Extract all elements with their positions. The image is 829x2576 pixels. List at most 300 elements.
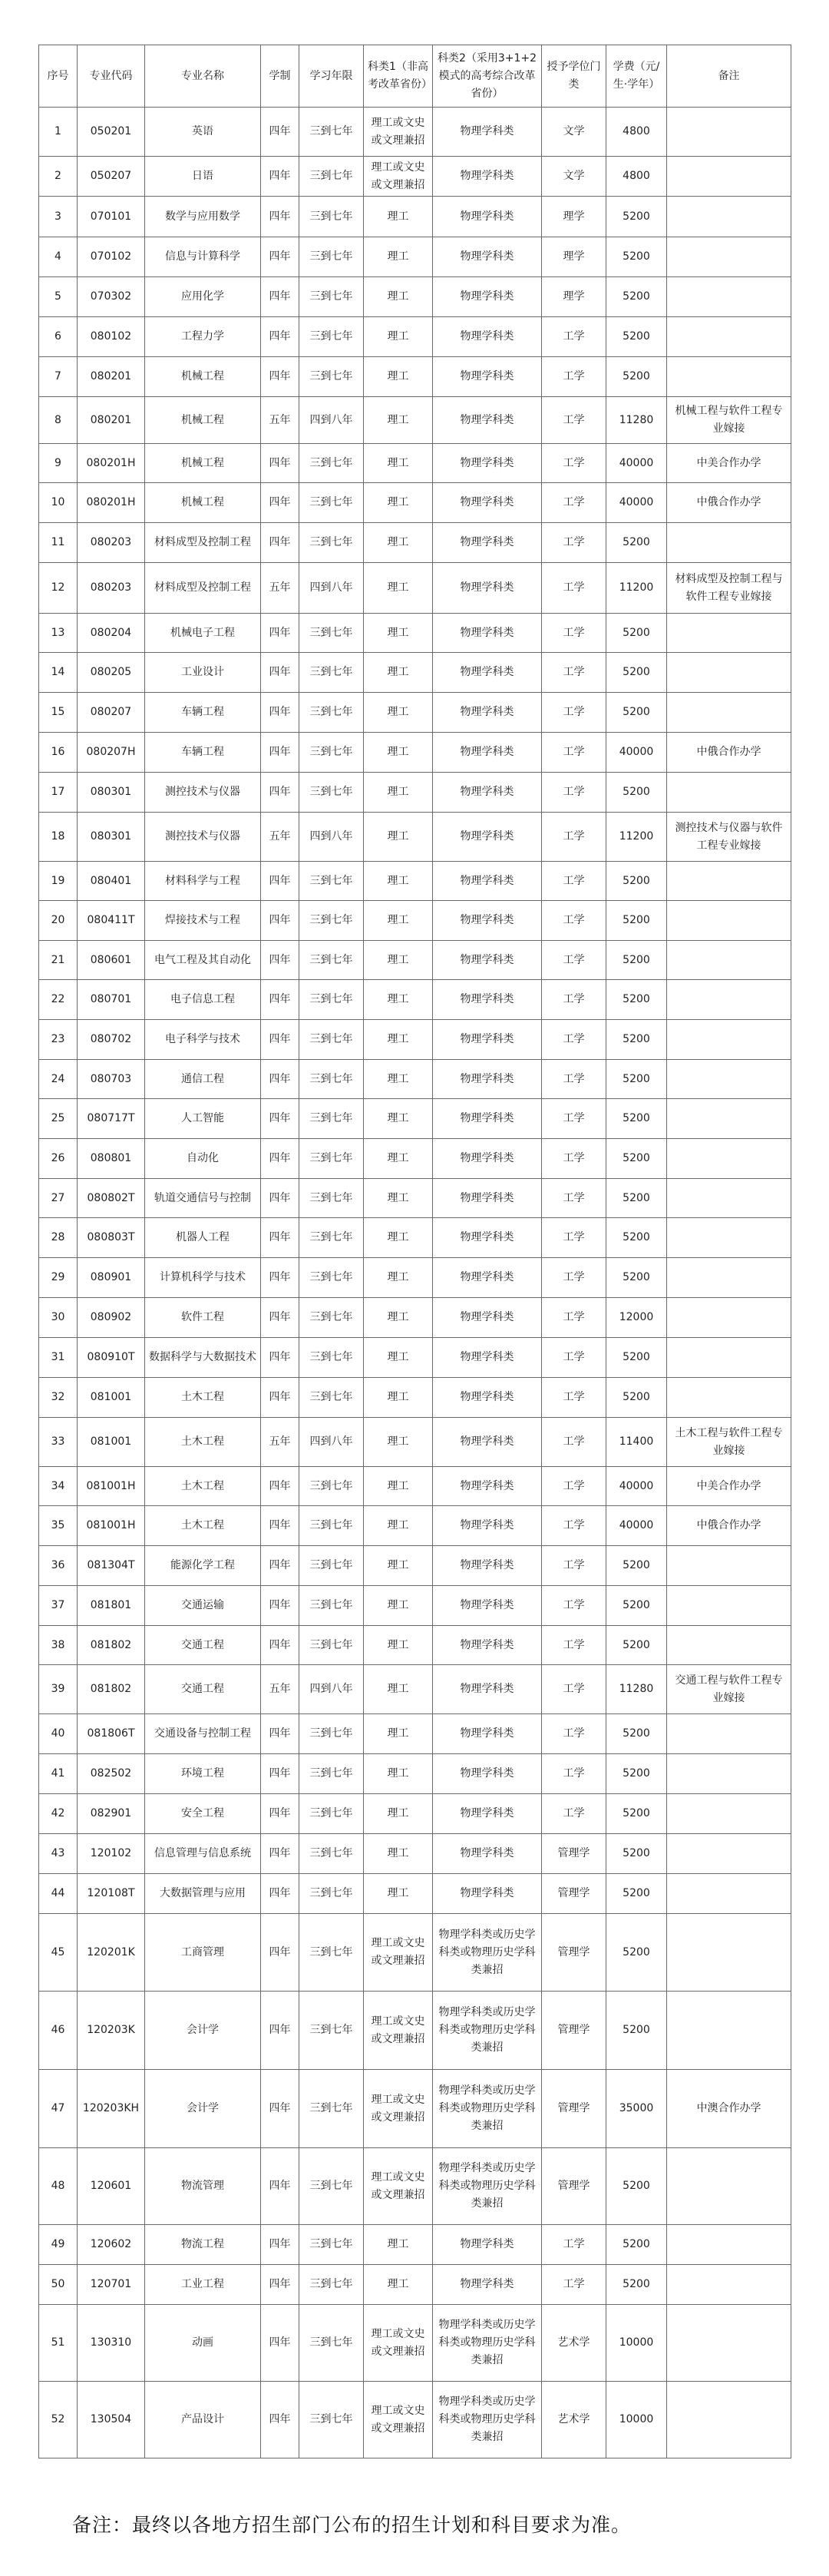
cell-study-years: 三到七年 bbox=[299, 1914, 364, 1992]
footnote: 备注：最终以各地方招生部门公布的招生计划和科目要求为准。 bbox=[72, 2514, 632, 2536]
table-row bbox=[39, 1378, 791, 1418]
cell-index: 40 bbox=[39, 1714, 78, 1754]
cell-remarks bbox=[667, 1914, 791, 1992]
cell-subject-category-1: 理工 bbox=[364, 523, 433, 563]
cell-duration: 五年 bbox=[261, 563, 299, 614]
cell-remarks: 中俄合作办学 bbox=[667, 1506, 791, 1546]
cell-duration: 四年 bbox=[261, 2265, 299, 2305]
cell-subject-category-2: 物理学科类 bbox=[433, 2265, 542, 2305]
cell-major-code: 080205 bbox=[78, 653, 145, 693]
cell-tuition: 5200 bbox=[606, 653, 667, 693]
cell-tuition: 35000 bbox=[606, 2070, 667, 2148]
cell-major-code: 120203KH bbox=[78, 2070, 145, 2148]
cell-remarks bbox=[667, 2225, 791, 2265]
cell-index: 8 bbox=[39, 397, 78, 444]
cell-major-code: 070101 bbox=[78, 197, 145, 237]
cell-major-name: 英语 bbox=[145, 108, 261, 157]
cell-degree-category: 工学 bbox=[542, 483, 606, 523]
cell-subject-category-2: 物理学科类 bbox=[433, 397, 542, 444]
cell-degree-category: 工学 bbox=[542, 1060, 606, 1099]
cell-index: 10 bbox=[39, 483, 78, 523]
cell-study-years: 三到七年 bbox=[299, 1099, 364, 1139]
cell-duration: 四年 bbox=[261, 357, 299, 397]
admission-plan-table bbox=[38, 45, 791, 2458]
cell-tuition: 5200 bbox=[606, 1020, 667, 1060]
cell-duration: 四年 bbox=[261, 1914, 299, 1992]
cell-remarks bbox=[667, 237, 791, 277]
table-body bbox=[39, 108, 791, 2458]
cell-subject-category-1: 理工 bbox=[364, 444, 433, 483]
cell-degree-category: 工学 bbox=[542, 941, 606, 980]
cell-major-code: 082502 bbox=[78, 1754, 145, 1794]
cell-tuition: 5200 bbox=[606, 317, 667, 357]
cell-degree-category: 工学 bbox=[542, 1665, 606, 1714]
cell-major-code: 120102 bbox=[78, 1834, 145, 1874]
cell-major-code: 081802 bbox=[78, 1626, 145, 1665]
cell-major-code: 082901 bbox=[78, 1794, 145, 1834]
cell-subject-category-2: 物理学科类 bbox=[433, 1060, 542, 1099]
cell-degree-category: 工学 bbox=[542, 1020, 606, 1060]
cell-major-code: 080401 bbox=[78, 862, 145, 901]
cell-major-code: 080910T bbox=[78, 1338, 145, 1378]
cell-subject-category-1: 理工 bbox=[364, 2265, 433, 2305]
table-row bbox=[39, 1546, 791, 1586]
cell-index: 20 bbox=[39, 901, 78, 941]
cell-duration: 四年 bbox=[261, 2305, 299, 2382]
cell-study-years: 三到七年 bbox=[299, 1020, 364, 1060]
cell-remarks: 材料成型及控制工程与软件工程专业嫁接 bbox=[667, 563, 791, 614]
cell-major-code: 080207H bbox=[78, 733, 145, 773]
cell-study-years: 三到七年 bbox=[299, 237, 364, 277]
cell-study-years: 三到七年 bbox=[299, 108, 364, 157]
cell-remarks: 土木工程与软件工程专业嫁接 bbox=[667, 1418, 791, 1467]
cell-subject-category-1: 理工 bbox=[364, 980, 433, 1020]
cell-index: 33 bbox=[39, 1418, 78, 1467]
table-row bbox=[39, 2148, 791, 2225]
cell-tuition: 5200 bbox=[606, 1626, 667, 1665]
cell-degree-category: 工学 bbox=[542, 1467, 606, 1506]
cell-remarks bbox=[667, 693, 791, 733]
cell-tuition: 5200 bbox=[606, 1378, 667, 1418]
cell-subject-category-1: 理工或文史或文理兼招 bbox=[364, 108, 433, 157]
table-row bbox=[39, 2305, 791, 2382]
cell-subject-category-1: 理工 bbox=[364, 1179, 433, 1218]
table-row bbox=[39, 693, 791, 733]
cell-degree-category: 工学 bbox=[542, 1506, 606, 1546]
cell-degree-category: 工学 bbox=[542, 523, 606, 563]
cell-tuition: 5200 bbox=[606, 197, 667, 237]
cell-major-name: 能源化学工程 bbox=[145, 1546, 261, 1586]
cell-study-years: 三到七年 bbox=[299, 1060, 364, 1099]
cell-study-years: 四到八年 bbox=[299, 813, 364, 862]
cell-tuition: 5200 bbox=[606, 2225, 667, 2265]
cell-index: 48 bbox=[39, 2148, 78, 2225]
cell-major-code: 080301 bbox=[78, 773, 145, 813]
cell-subject-category-1: 理工 bbox=[364, 1378, 433, 1418]
table-row bbox=[39, 1586, 791, 1626]
cell-study-years: 三到七年 bbox=[299, 1794, 364, 1834]
cell-major-code: 080702 bbox=[78, 1020, 145, 1060]
cell-study-years: 三到七年 bbox=[299, 733, 364, 773]
table-row bbox=[39, 483, 791, 523]
cell-duration: 四年 bbox=[261, 1258, 299, 1298]
cell-subject-category-2: 物理学科类 bbox=[433, 862, 542, 901]
cell-index: 19 bbox=[39, 862, 78, 901]
cell-subject-category-1: 理工 bbox=[364, 1218, 433, 1258]
cell-study-years: 三到七年 bbox=[299, 1298, 364, 1338]
cell-remarks bbox=[667, 1794, 791, 1834]
table-row bbox=[39, 1060, 791, 1099]
cell-subject-category-2: 物理学科类 bbox=[433, 237, 542, 277]
cell-major-name: 自动化 bbox=[145, 1139, 261, 1179]
table-row bbox=[39, 2265, 791, 2305]
cell-subject-category-2: 物理学科类 bbox=[433, 901, 542, 941]
cell-study-years: 四到八年 bbox=[299, 563, 364, 614]
cell-subject-category-1: 理工 bbox=[364, 1874, 433, 1914]
cell-remarks bbox=[667, 1754, 791, 1794]
cell-major-code: 080902 bbox=[78, 1298, 145, 1338]
cell-major-name: 会计学 bbox=[145, 1992, 261, 2070]
cell-subject-category-2: 物理学科类 bbox=[433, 563, 542, 614]
cell-subject-category-1: 理工 bbox=[364, 941, 433, 980]
cell-major-code: 080201H bbox=[78, 444, 145, 483]
cell-subject-category-1: 理工或文史或文理兼招 bbox=[364, 157, 433, 197]
table-row bbox=[39, 1179, 791, 1218]
table-row bbox=[39, 1258, 791, 1298]
cell-duration: 四年 bbox=[261, 1020, 299, 1060]
cell-index: 47 bbox=[39, 2070, 78, 2148]
table-row bbox=[39, 523, 791, 563]
cell-subject-category-2: 物理学科类 bbox=[433, 1099, 542, 1139]
cell-remarks bbox=[667, 1258, 791, 1298]
cell-major-name: 信息管理与信息系统 bbox=[145, 1834, 261, 1874]
table-row bbox=[39, 563, 791, 614]
cell-subject-category-2: 物理学科类或历史学科类或物理历史学科类兼招 bbox=[433, 1992, 542, 2070]
cell-remarks bbox=[667, 357, 791, 397]
cell-degree-category: 文学 bbox=[542, 157, 606, 197]
cell-major-code: 081806T bbox=[78, 1714, 145, 1754]
table-row bbox=[39, 2225, 791, 2265]
cell-subject-category-1: 理工 bbox=[364, 1060, 433, 1099]
cell-subject-category-2: 物理学科类 bbox=[433, 277, 542, 317]
cell-subject-category-1: 理工 bbox=[364, 862, 433, 901]
cell-subject-category-1: 理工或文史或文理兼招 bbox=[364, 1914, 433, 1992]
cell-degree-category: 工学 bbox=[542, 1179, 606, 1218]
cell-major-code: 080803T bbox=[78, 1218, 145, 1258]
cell-index: 13 bbox=[39, 614, 78, 653]
table-row bbox=[39, 277, 791, 317]
cell-duration: 四年 bbox=[261, 2225, 299, 2265]
cell-index: 4 bbox=[39, 237, 78, 277]
cell-major-name: 材料成型及控制工程 bbox=[145, 563, 261, 614]
table-row bbox=[39, 1834, 791, 1874]
cell-major-name: 土木工程 bbox=[145, 1378, 261, 1418]
cell-major-name: 物流管理 bbox=[145, 2148, 261, 2225]
table-row bbox=[39, 197, 791, 237]
cell-tuition: 10000 bbox=[606, 2305, 667, 2382]
cell-major-name: 轨道交通信号与控制 bbox=[145, 1179, 261, 1218]
cell-study-years: 四到八年 bbox=[299, 1418, 364, 1467]
header-remarks: 备注 bbox=[667, 45, 791, 108]
cell-subject-category-2: 物理学科类 bbox=[433, 1298, 542, 1338]
cell-study-years: 三到七年 bbox=[299, 1586, 364, 1626]
cell-subject-category-1: 理工 bbox=[364, 277, 433, 317]
cell-duration: 四年 bbox=[261, 1992, 299, 2070]
cell-remarks bbox=[667, 197, 791, 237]
cell-major-code: 081801 bbox=[78, 1586, 145, 1626]
cell-remarks bbox=[667, 1099, 791, 1139]
cell-duration: 四年 bbox=[261, 1099, 299, 1139]
cell-subject-category-1: 理工 bbox=[364, 693, 433, 733]
cell-degree-category: 工学 bbox=[542, 1218, 606, 1258]
cell-remarks bbox=[667, 1586, 791, 1626]
cell-subject-category-1: 理工或文史或文理兼招 bbox=[364, 2070, 433, 2148]
cell-study-years: 三到七年 bbox=[299, 1992, 364, 2070]
table-row bbox=[39, 1754, 791, 1794]
table-row bbox=[39, 2070, 791, 2148]
cell-degree-category: 工学 bbox=[542, 1378, 606, 1418]
header-subject-category-1: 科类1（非高考改革省份） bbox=[364, 45, 433, 108]
cell-index: 18 bbox=[39, 813, 78, 862]
cell-duration: 四年 bbox=[261, 1626, 299, 1665]
cell-subject-category-1: 理工 bbox=[364, 813, 433, 862]
table-row bbox=[39, 653, 791, 693]
cell-duration: 四年 bbox=[261, 1060, 299, 1099]
cell-degree-category: 工学 bbox=[542, 444, 606, 483]
table-row bbox=[39, 1298, 791, 1338]
cell-subject-category-2: 物理学科类 bbox=[433, 1626, 542, 1665]
cell-duration: 四年 bbox=[261, 108, 299, 157]
cell-index: 42 bbox=[39, 1794, 78, 1834]
cell-major-code: 120203K bbox=[78, 1992, 145, 2070]
table-row bbox=[39, 397, 791, 444]
header-duration: 学制 bbox=[261, 45, 299, 108]
cell-remarks bbox=[667, 2148, 791, 2225]
cell-tuition: 11280 bbox=[606, 1665, 667, 1714]
cell-subject-category-1: 理工 bbox=[364, 317, 433, 357]
cell-degree-category: 工学 bbox=[542, 1338, 606, 1378]
cell-subject-category-2: 物理学科类 bbox=[433, 1020, 542, 1060]
cell-remarks bbox=[667, 773, 791, 813]
cell-subject-category-2: 物理学科类或历史学科类或物理历史学科类兼招 bbox=[433, 2382, 542, 2458]
cell-study-years: 四到八年 bbox=[299, 1665, 364, 1714]
cell-degree-category: 管理学 bbox=[542, 1834, 606, 1874]
cell-index: 21 bbox=[39, 941, 78, 980]
cell-degree-category: 工学 bbox=[542, 1794, 606, 1834]
cell-study-years: 三到七年 bbox=[299, 980, 364, 1020]
cell-degree-category: 工学 bbox=[542, 1258, 606, 1298]
table-row bbox=[39, 980, 791, 1020]
cell-subject-category-1: 理工 bbox=[364, 2225, 433, 2265]
cell-subject-category-1: 理工 bbox=[364, 1467, 433, 1506]
cell-major-code: 120601 bbox=[78, 2148, 145, 2225]
cell-subject-category-1: 理工 bbox=[364, 1338, 433, 1378]
cell-tuition: 5200 bbox=[606, 941, 667, 980]
cell-remarks bbox=[667, 108, 791, 157]
cell-subject-category-1: 理工 bbox=[364, 1139, 433, 1179]
cell-duration: 四年 bbox=[261, 483, 299, 523]
cell-duration: 五年 bbox=[261, 1418, 299, 1467]
cell-study-years: 三到七年 bbox=[299, 1754, 364, 1794]
cell-tuition: 5200 bbox=[606, 2148, 667, 2225]
cell-subject-category-1: 理工或文史或文理兼招 bbox=[364, 2305, 433, 2382]
cell-index: 29 bbox=[39, 1258, 78, 1298]
table-row bbox=[39, 157, 791, 197]
cell-tuition: 5200 bbox=[606, 357, 667, 397]
cell-major-name: 大数据管理与应用 bbox=[145, 1874, 261, 1914]
cell-duration: 四年 bbox=[261, 277, 299, 317]
cell-subject-category-1: 理工或文史或文理兼招 bbox=[364, 1992, 433, 2070]
cell-major-name: 工程力学 bbox=[145, 317, 261, 357]
cell-subject-category-2: 物理学科类 bbox=[433, 317, 542, 357]
cell-subject-category-1: 理工 bbox=[364, 1626, 433, 1665]
cell-subject-category-2: 物理学科类 bbox=[433, 653, 542, 693]
cell-tuition: 11200 bbox=[606, 813, 667, 862]
cell-remarks bbox=[667, 941, 791, 980]
cell-index: 28 bbox=[39, 1218, 78, 1258]
cell-subject-category-2: 物理学科类 bbox=[433, 733, 542, 773]
cell-study-years: 三到七年 bbox=[299, 1506, 364, 1546]
cell-tuition: 5200 bbox=[606, 1139, 667, 1179]
cell-study-years: 三到七年 bbox=[299, 444, 364, 483]
cell-major-code: 080201 bbox=[78, 397, 145, 444]
cell-degree-category: 工学 bbox=[542, 901, 606, 941]
cell-subject-category-2: 物理学科类或历史学科类或物理历史学科类兼招 bbox=[433, 1914, 542, 1992]
cell-tuition: 5200 bbox=[606, 1060, 667, 1099]
cell-remarks: 测控技术与仪器与软件工程专业嫁接 bbox=[667, 813, 791, 862]
table-row bbox=[39, 1099, 791, 1139]
cell-major-code: 080203 bbox=[78, 523, 145, 563]
cell-tuition: 40000 bbox=[606, 483, 667, 523]
cell-subject-category-2: 物理学科类 bbox=[433, 108, 542, 157]
cell-subject-category-2: 物理学科类 bbox=[433, 1218, 542, 1258]
cell-remarks bbox=[667, 1546, 791, 1586]
cell-subject-category-2: 物理学科类 bbox=[433, 523, 542, 563]
table-row bbox=[39, 1506, 791, 1546]
cell-remarks: 中俄合作办学 bbox=[667, 483, 791, 523]
table-row bbox=[39, 1874, 791, 1914]
cell-duration: 四年 bbox=[261, 693, 299, 733]
cell-duration: 四年 bbox=[261, 523, 299, 563]
cell-remarks bbox=[667, 1179, 791, 1218]
cell-subject-category-2: 物理学科类 bbox=[433, 1754, 542, 1794]
cell-remarks bbox=[667, 1060, 791, 1099]
cell-index: 3 bbox=[39, 197, 78, 237]
header-major-name: 专业名称 bbox=[145, 45, 261, 108]
cell-remarks bbox=[667, 277, 791, 317]
cell-duration: 五年 bbox=[261, 1665, 299, 1714]
cell-subject-category-1: 理工 bbox=[364, 357, 433, 397]
cell-major-name: 交通运输 bbox=[145, 1586, 261, 1626]
cell-duration: 四年 bbox=[261, 862, 299, 901]
cell-subject-category-2: 物理学科类 bbox=[433, 1506, 542, 1546]
cell-index: 51 bbox=[39, 2305, 78, 2382]
cell-tuition: 11400 bbox=[606, 1418, 667, 1467]
cell-tuition: 40000 bbox=[606, 444, 667, 483]
cell-tuition: 5200 bbox=[606, 1834, 667, 1874]
cell-subject-category-2: 物理学科类或历史学科类或物理历史学科类兼招 bbox=[433, 2305, 542, 2382]
cell-major-name: 数据科学与大数据技术 bbox=[145, 1338, 261, 1378]
cell-remarks bbox=[667, 980, 791, 1020]
header-degree-category: 授予学位门类 bbox=[542, 45, 606, 108]
cell-major-code: 080201 bbox=[78, 357, 145, 397]
cell-subject-category-2: 物理学科类 bbox=[433, 157, 542, 197]
cell-remarks bbox=[667, 1020, 791, 1060]
cell-subject-category-1: 理工 bbox=[364, 1506, 433, 1546]
admission-table-container bbox=[38, 45, 791, 2458]
header-major-code: 专业代码 bbox=[78, 45, 145, 108]
cell-major-name: 机械工程 bbox=[145, 397, 261, 444]
cell-subject-category-2: 物理学科类 bbox=[433, 483, 542, 523]
cell-major-name: 日语 bbox=[145, 157, 261, 197]
cell-major-name: 安全工程 bbox=[145, 1794, 261, 1834]
cell-study-years: 三到七年 bbox=[299, 277, 364, 317]
cell-major-code: 080901 bbox=[78, 1258, 145, 1298]
table-row bbox=[39, 317, 791, 357]
cell-major-code: 080204 bbox=[78, 614, 145, 653]
cell-degree-category: 工学 bbox=[542, 1586, 606, 1626]
cell-tuition: 5200 bbox=[606, 1546, 667, 1586]
cell-degree-category: 工学 bbox=[542, 1139, 606, 1179]
table-row bbox=[39, 108, 791, 157]
cell-subject-category-1: 理工 bbox=[364, 197, 433, 237]
cell-remarks bbox=[667, 1378, 791, 1418]
cell-subject-category-2: 物理学科类 bbox=[433, 614, 542, 653]
cell-index: 37 bbox=[39, 1586, 78, 1626]
cell-duration: 四年 bbox=[261, 2382, 299, 2458]
cell-index: 30 bbox=[39, 1298, 78, 1338]
cell-degree-category: 工学 bbox=[542, 1546, 606, 1586]
cell-subject-category-2: 物理学科类或历史学科类或物理历史学科类兼招 bbox=[433, 2070, 542, 2148]
cell-duration: 四年 bbox=[261, 1298, 299, 1338]
cell-major-code: 130504 bbox=[78, 2382, 145, 2458]
cell-study-years: 三到七年 bbox=[299, 693, 364, 733]
cell-major-code: 070102 bbox=[78, 237, 145, 277]
cell-index: 26 bbox=[39, 1139, 78, 1179]
table-row bbox=[39, 444, 791, 483]
cell-remarks bbox=[667, 157, 791, 197]
cell-subject-category-2: 物理学科类 bbox=[433, 1338, 542, 1378]
cell-remarks bbox=[667, 1298, 791, 1338]
table-row bbox=[39, 237, 791, 277]
cell-subject-category-1: 理工 bbox=[364, 901, 433, 941]
cell-tuition: 5200 bbox=[606, 1714, 667, 1754]
cell-study-years: 三到七年 bbox=[299, 862, 364, 901]
cell-subject-category-1: 理工 bbox=[364, 1099, 433, 1139]
cell-subject-category-2: 物理学科类 bbox=[433, 1874, 542, 1914]
cell-tuition: 5200 bbox=[606, 1914, 667, 1992]
cell-remarks bbox=[667, 653, 791, 693]
cell-major-name: 通信工程 bbox=[145, 1060, 261, 1099]
cell-duration: 四年 bbox=[261, 901, 299, 941]
cell-subject-category-2: 物理学科类或历史学科类或物理历史学科类兼招 bbox=[433, 2148, 542, 2225]
cell-remarks bbox=[667, 1834, 791, 1874]
cell-degree-category: 工学 bbox=[542, 2265, 606, 2305]
cell-major-name: 软件工程 bbox=[145, 1298, 261, 1338]
cell-subject-category-2: 物理学科类 bbox=[433, 1258, 542, 1298]
cell-index: 52 bbox=[39, 2382, 78, 2458]
cell-index: 12 bbox=[39, 563, 78, 614]
cell-major-code: 050201 bbox=[78, 108, 145, 157]
cell-major-name: 工商管理 bbox=[145, 1914, 261, 1992]
cell-tuition: 5200 bbox=[606, 980, 667, 1020]
cell-duration: 四年 bbox=[261, 1874, 299, 1914]
table-header-row bbox=[39, 45, 791, 108]
cell-remarks bbox=[667, 1992, 791, 2070]
cell-major-name: 应用化学 bbox=[145, 277, 261, 317]
cell-index: 14 bbox=[39, 653, 78, 693]
table-row bbox=[39, 813, 791, 862]
